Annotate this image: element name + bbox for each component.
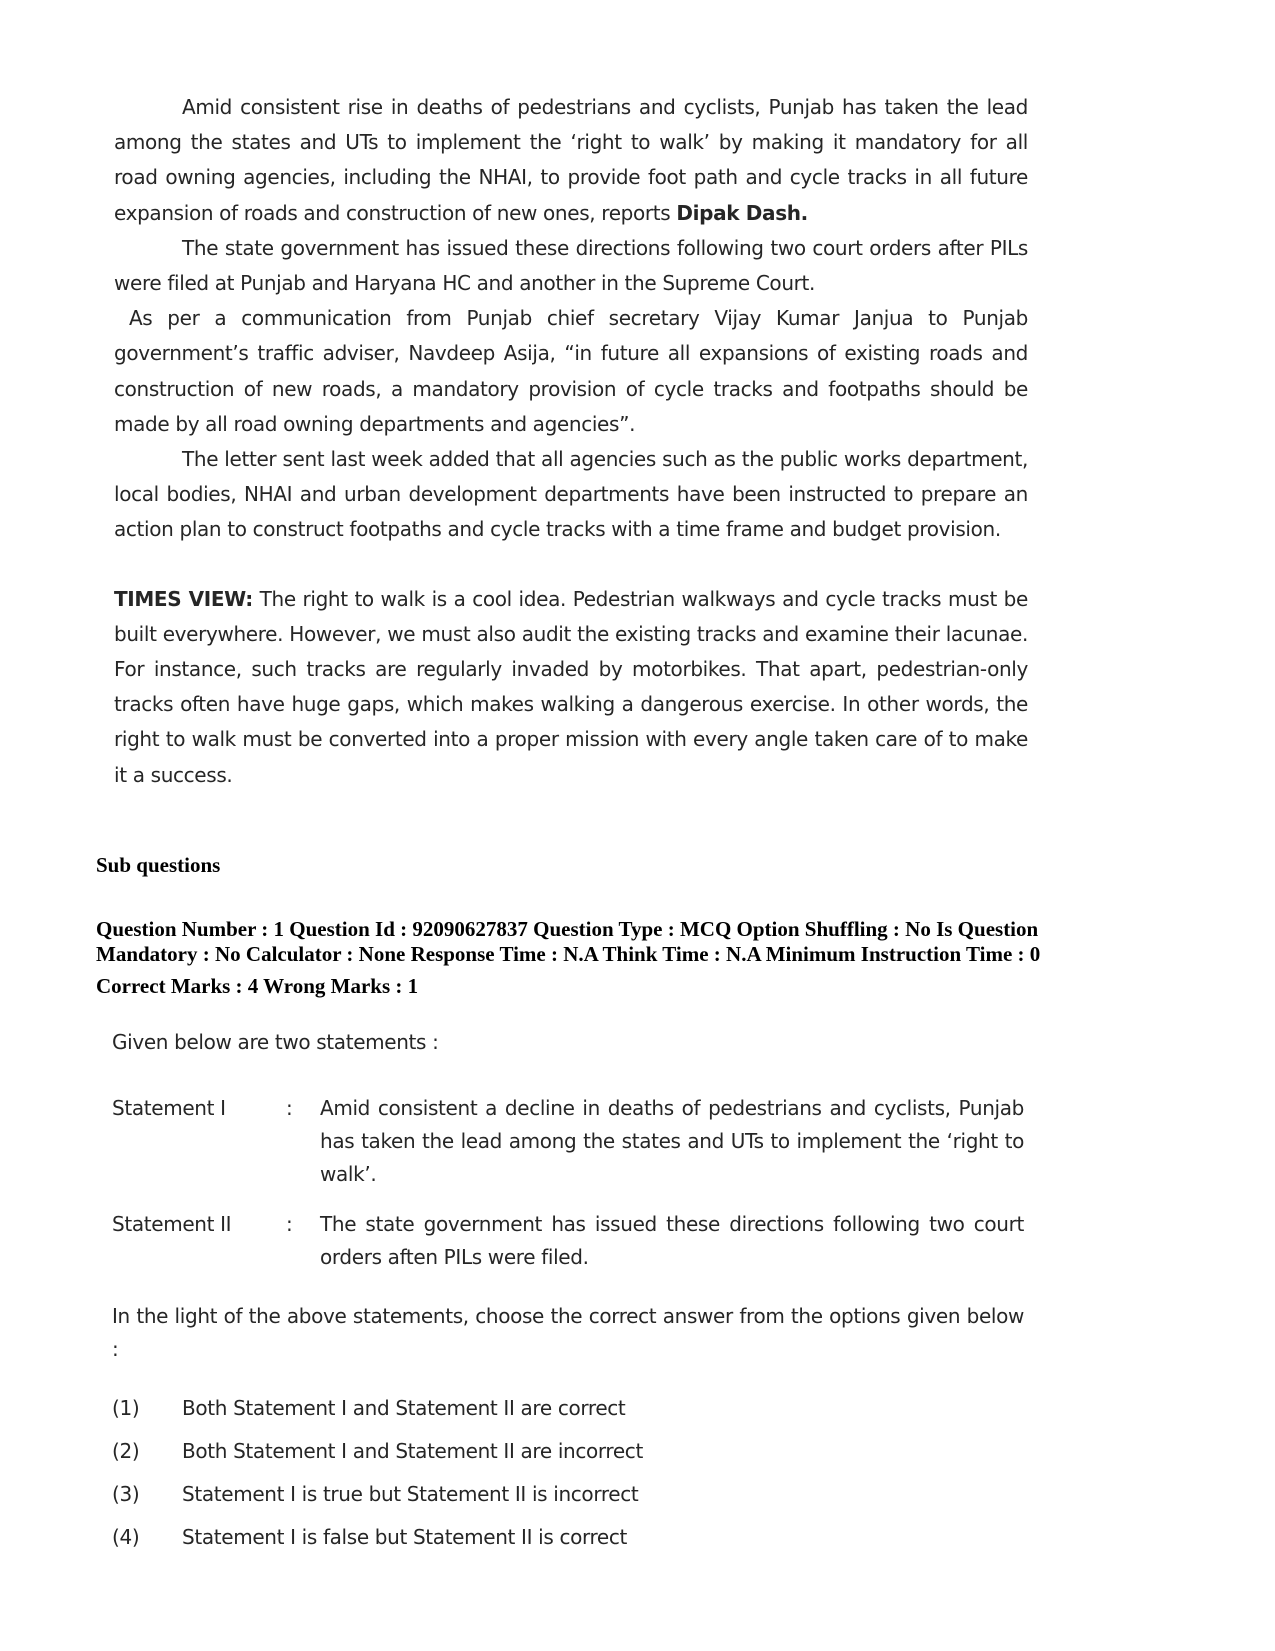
option-1-number: (1) [112, 1396, 140, 1420]
times-view-paragraph [114, 582, 1028, 793]
statement-1 [112, 1092, 1024, 1192]
statement-1-label: Statement I [112, 1096, 226, 1120]
times-view-label: TIMES VIEW: [114, 586, 253, 611]
statement-1-colon: : [286, 1096, 293, 1120]
option-2-text: Both Statement I and Statement II are incorrect [182, 1439, 643, 1463]
sub-questions-heading: Sub questions [96, 853, 221, 877]
question-instruction: In the light of the above statements, choose the correct answer from the options given below : [112, 1304, 1024, 1361]
passage-paragraph-1 [114, 90, 1028, 231]
passage [114, 90, 1035, 793]
question-meta [96, 917, 1186, 999]
reporter-name: Dipak Dash. [676, 200, 808, 225]
option-1-text: Both Statement I and Statement II are correct [182, 1396, 626, 1420]
option-3-text: Statement I is true but Statement II is incorrect [182, 1482, 639, 1506]
question-intro: Given below are two statements : [112, 1030, 439, 1054]
option-2-number: (2) [112, 1439, 140, 1463]
statement-2-text: The state government has issued these directions following two court orders aften PILs were filed. [320, 1212, 1024, 1269]
option-3-number: (3) [112, 1482, 140, 1506]
question-meta-line-2: Mandatory : No Calculator : None Response Time : N.A Think Time : N.A Minimum Instruction Time : 0 [96, 942, 1041, 966]
passage-paragraph-1-text: Amid consistent rise in deaths of pedestrians and cyclists, Punjab has taken the lead among the states and UTs to implement the ‘right to walk’ by making it mandatory for all road owning agencies, including the NHAI, to provide foot path and cycle tracks in all future expansion of roads and construction of new ones, reports [114, 95, 1028, 225]
statement-2 [112, 1208, 1024, 1276]
question-meta-line-1: Question Number : 1 Question Id : 92090627837 Question Type : MCQ Option Shuffling : No Is Question [96, 917, 1039, 941]
option-4-number: (4) [112, 1525, 140, 1549]
times-view-text: The right to walk is a cool idea. Pedestrian walkways and cycle tracks must be built everywhere. However, we must also audit the existing tracks and examine their lacunae. For instance, such tracks are regularly invaded by motorbikes. That apart, pedestrian-only tracks often have huge gaps, which makes walking a dangerous exercise. In other words, the right to walk must be converted into a proper mission with every angle taken care of to make it a success. [114, 586, 1028, 787]
passage-paragraph-3: As per a communication from Punjab chief secretary Vijay Kumar Janjua to Punjab government’s traffic adviser, Navdeep Asija, “in future all expansions of existing roads and construction of new roads, a mandatory provision of cycle tracks and footpaths should be made by all road owning departments and agencies”. [114, 306, 1035, 436]
statement-2-colon: : [286, 1212, 293, 1236]
option-4-text: Statement I is false but Statement II is correct [182, 1525, 628, 1549]
passage-paragraph-4: The letter sent last week added that all agencies such as the public works department, local bodies, NHAI and urban development departments have been instructed to prepare an action plan to construct footpaths and cycle tracks with a time frame and budget provision. [114, 447, 1028, 542]
statement-2-label: Statement II [112, 1212, 232, 1236]
statement-1-text: Amid consistent a decline in deaths of pedestrians and cyclists, Punjab has taken the lead among the states and UTs to implement the ‘right to walk’. [320, 1096, 1024, 1186]
question-meta-line-3: Correct Marks : 4 Wrong Marks : 1 [96, 974, 419, 998]
passage-paragraph-2: The state government has issued these directions following two court orders after PILs were filed at Punjab and Haryana HC and another in the Supreme Court. [114, 235, 1028, 296]
